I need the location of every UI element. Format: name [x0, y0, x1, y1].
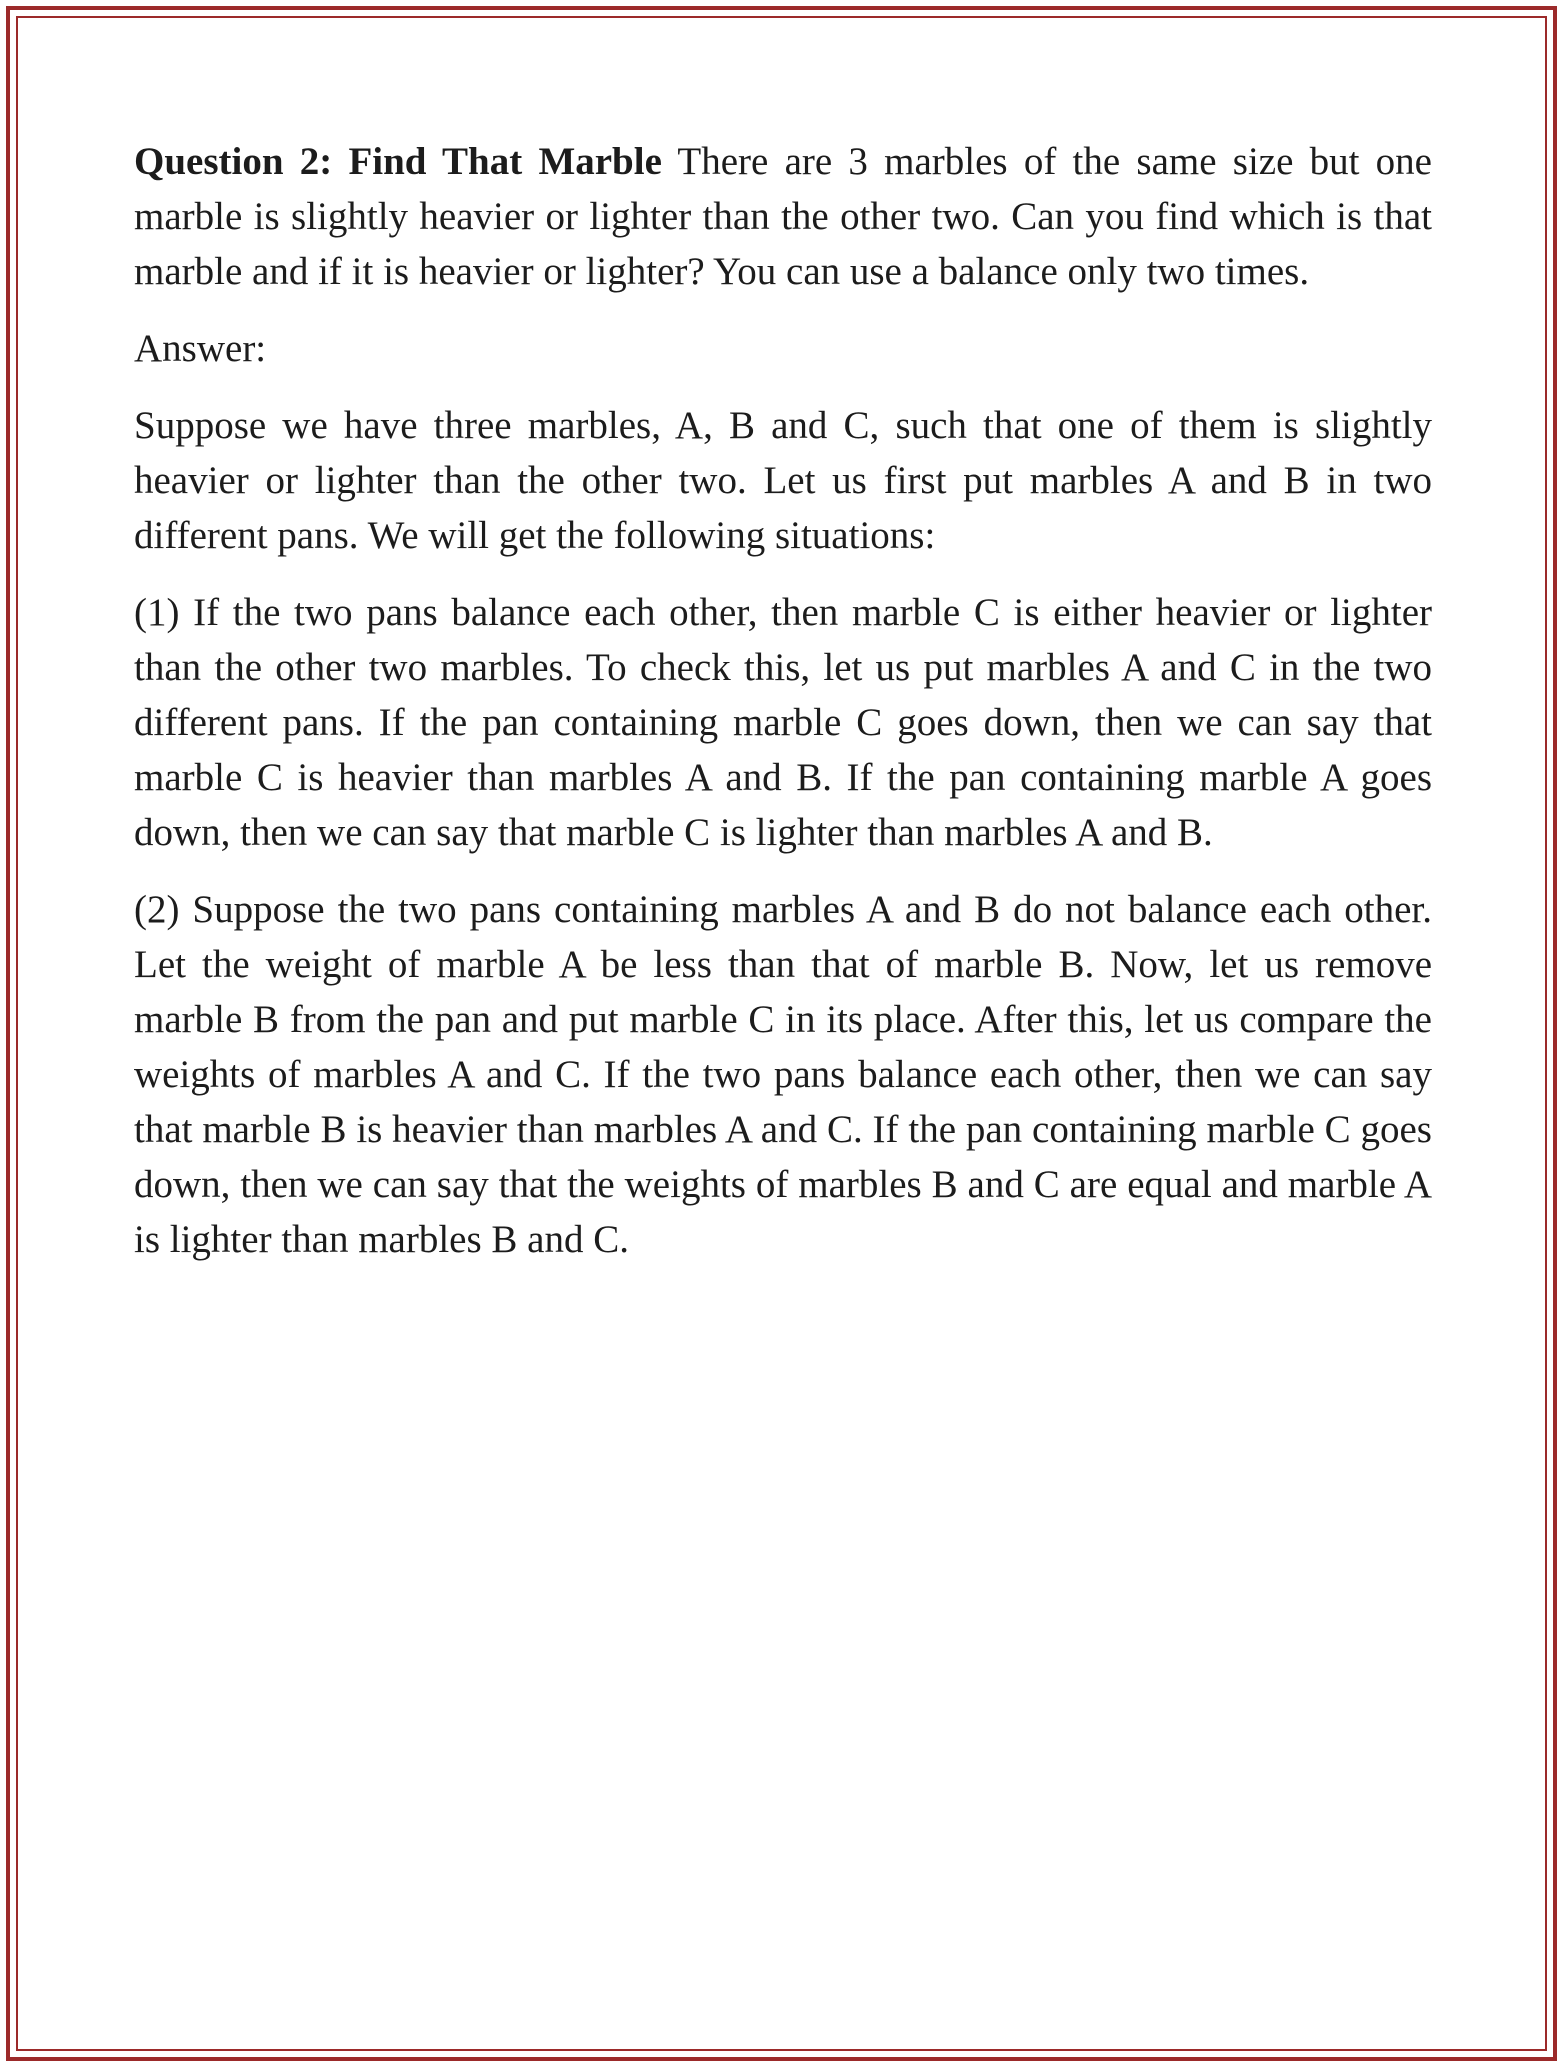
- question-paragraph: [134, 134, 1432, 299]
- question-title: Question 2: Find That Marble: [134, 140, 662, 183]
- question-body: There are 3 marbles of the same size but one marble is slightly heavier or lighter than the other two. Can you find which is that marble and if it is heavier or lighter? You can use a balance only two times.: [134, 140, 1432, 293]
- answer-paragraph-case-1: (1) If the two pans balance each other, then marble C is either heavier or lighter than the other two marbles. To check this, let us put marbles A and C in the two different pans. If the pan containing marble C goes down, then we can say that marble C is heavier than marbles A and B. If the pan containing marble A goes down, then we can say that marble C is lighter than marbles A and B.: [134, 591, 1432, 854]
- document-body: [134, 134, 1432, 1289]
- answer-paragraph-case-2: (2) Suppose the two pans containing marbles A and B do not balance each other. Let the weight of marble A be less than that of marble B. Now, let us remove marble B from the pan and put marble C in its place. After this, let us compare the weights of marbles A and C. If the two pans balance each other, then we can say that marble B is heavier than marbles A and C. If the pan containing marble C goes down, then we can say that the weights of marbles B and C are equal and marble A is lighter than marbles B and C.: [134, 888, 1432, 1261]
- answer-label: Answer:: [134, 327, 267, 370]
- answer-paragraph-intro: Suppose we have three marbles, A, B and C, such that one of them is slightly heavier or lighter than the other two. Let us first put marbles A and B in two different pans. We will get the following situations:: [134, 404, 1432, 557]
